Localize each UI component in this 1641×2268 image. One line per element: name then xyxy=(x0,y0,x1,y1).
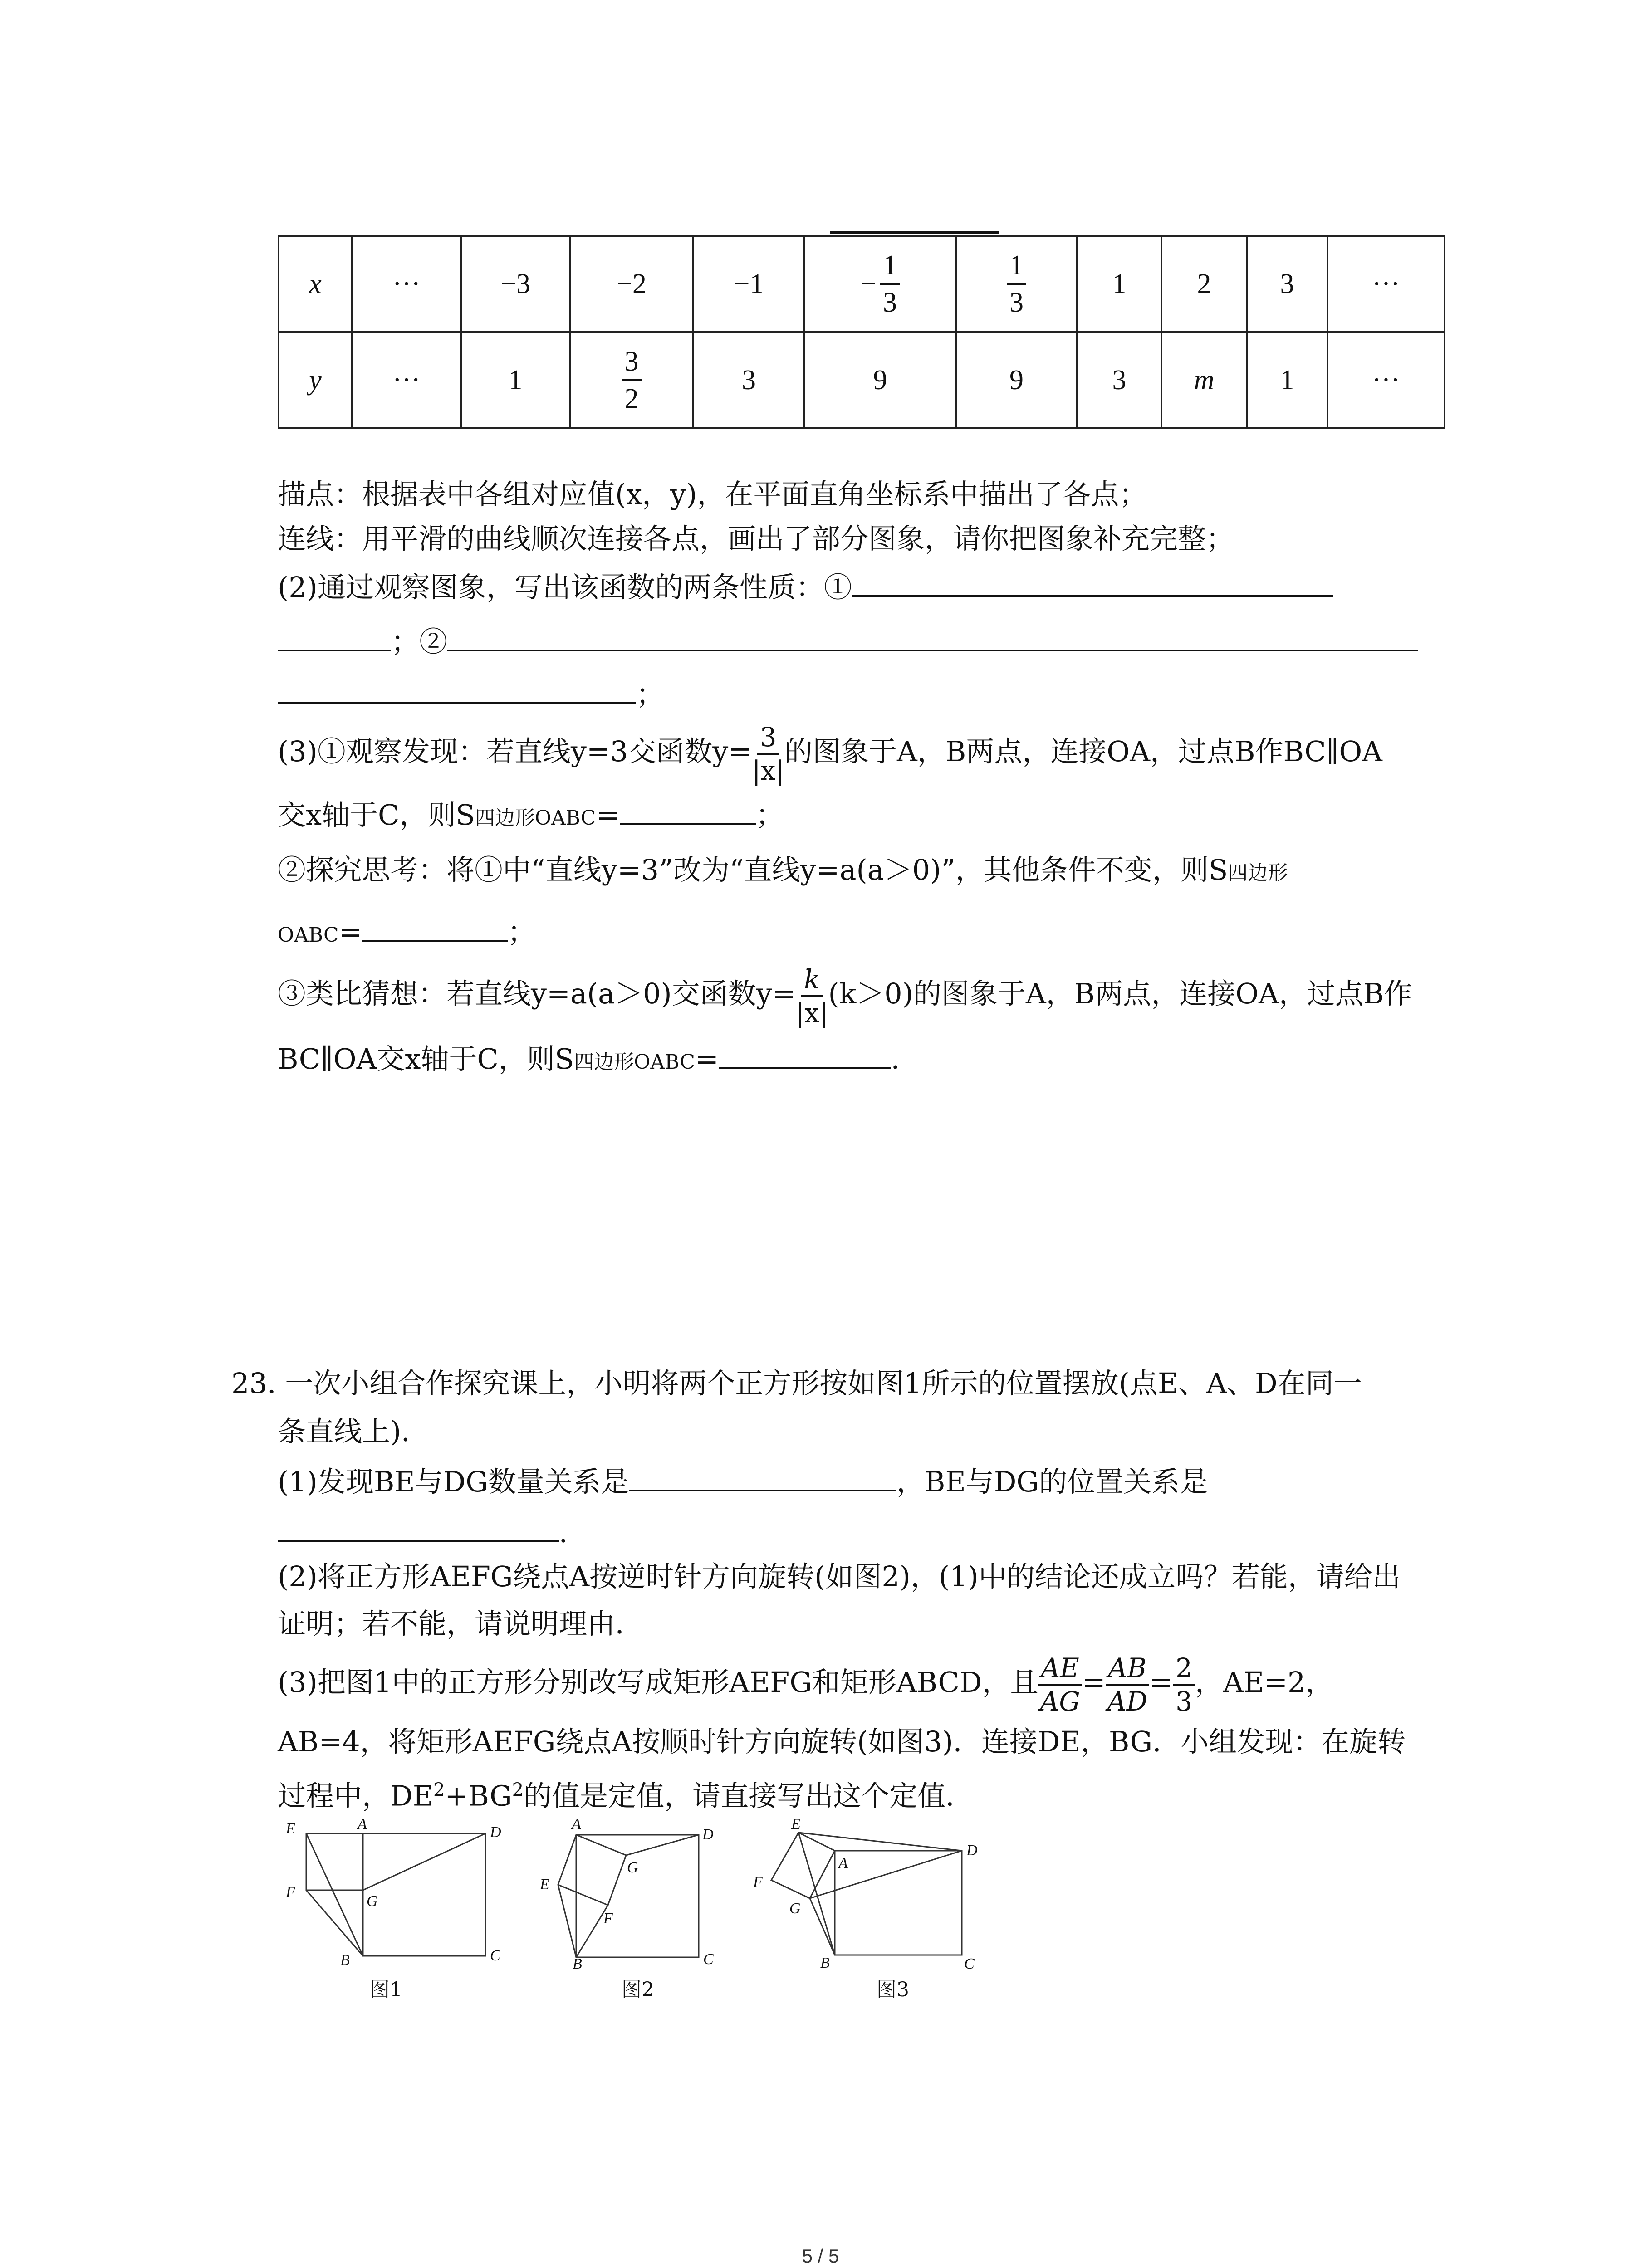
q22-part3-2-cont xyxy=(278,912,536,953)
point-label: A xyxy=(358,1819,367,1833)
q23-part1 xyxy=(278,1461,1208,1500)
point-label: G xyxy=(627,1859,638,1876)
q23-part1-cont xyxy=(278,1512,587,1551)
table-row-y xyxy=(279,332,1445,428)
x-cell: −2 xyxy=(570,236,693,332)
q23-part3-text: (3)把图1中的正方形分别改写成矩形AEFG和矩形ABCD，且 xyxy=(278,1666,1038,1699)
q22-plot-text: 描点：根据表中各组对应值(x，y)，在平面直角坐标系中描出了各点； xyxy=(278,478,1147,511)
point-label: B xyxy=(340,1952,350,1969)
point-label: E xyxy=(286,1820,295,1837)
x-cell: 2 xyxy=(1161,236,1247,332)
q23-text: 的值是定值，请直接写出这个定值． xyxy=(524,1779,974,1813)
x-label: x xyxy=(279,236,352,332)
q22-part3-2 xyxy=(278,852,1288,891)
point-label: D xyxy=(966,1842,978,1859)
answer-blank[interactable] xyxy=(278,621,391,651)
fraction-numerator: k xyxy=(801,966,823,997)
figure-2-caption: 图2 xyxy=(622,1978,654,2001)
q23-part3-cont: AB=4，将矩形AEFG绕点A按顺时针方向旋转(如图3)．连接DE，BG．小组发现：在旋转 xyxy=(278,1725,1406,1758)
q23-line-2: 条直线上)． xyxy=(278,1415,430,1448)
top-rule xyxy=(830,231,999,234)
y-ellipsis-left: ··· xyxy=(352,332,461,428)
subscript: 四边形OABC xyxy=(475,807,596,830)
point-label: A xyxy=(572,1816,581,1833)
y-cell-three-halves xyxy=(570,332,693,428)
q22-part3-1 xyxy=(278,724,1382,784)
answer-blank[interactable] xyxy=(719,1039,891,1069)
q22-p3-1-text-b: 的图象于A，B两点，连接OA，过点B作BC∥OA xyxy=(784,735,1382,768)
point-label: F xyxy=(753,1874,763,1891)
fraction-denominator: 3 xyxy=(882,287,897,318)
fraction-denominator: AD xyxy=(1107,1686,1148,1717)
y-ellipsis-right: ··· xyxy=(1327,332,1445,428)
fraction-denominator: |x| xyxy=(795,997,828,1028)
point-label: C xyxy=(490,1947,500,1964)
q23-text: 过程中，DE xyxy=(278,1779,433,1813)
fraction xyxy=(752,724,784,784)
figure-3 xyxy=(749,1814,1003,1969)
fraction xyxy=(796,966,828,1026)
fraction-denominator: 2 xyxy=(624,383,639,414)
semicolon: ； xyxy=(636,678,665,711)
q23-part3-end xyxy=(278,1772,974,1814)
answer-blank[interactable] xyxy=(852,567,1333,597)
q23-line-1: 23. 一次小组合作探究课上，小明将两个正方形按如图1所示的位置摆放(点E、A、D在同一 xyxy=(231,1367,1362,1400)
figure-1 xyxy=(277,1819,513,1969)
answer-blank[interactable] xyxy=(447,621,1418,651)
x-cell: 3 xyxy=(1247,236,1327,332)
semicolon: ； xyxy=(507,915,536,948)
fraction-numerator: 1 xyxy=(1007,251,1026,285)
point-label: G xyxy=(367,1893,378,1910)
figure-3-caption: 图3 xyxy=(877,1978,909,2001)
fraction-ae-ag xyxy=(1038,1652,1082,1717)
x-cell: −3 xyxy=(461,236,570,332)
answer-blank[interactable] xyxy=(629,1461,896,1491)
page-number: 5 / 5 xyxy=(802,2245,839,2267)
subscript: 四边形OABC xyxy=(574,1051,695,1074)
fraction-ab-ad xyxy=(1106,1652,1150,1717)
equals: = xyxy=(596,798,620,831)
fraction-denominator: 3 xyxy=(1009,287,1024,318)
value-table xyxy=(278,235,1445,429)
q23-text: +BG xyxy=(445,1779,512,1813)
fraction-denominator: |x| xyxy=(752,755,785,786)
equals: = xyxy=(1149,1666,1173,1699)
y-cell-m: m xyxy=(1161,332,1247,428)
x-ellipsis-right: ··· xyxy=(1327,236,1445,332)
answer-blank[interactable] xyxy=(620,795,756,825)
q22-p3-3-text-b: (k＞0)的图象于A，B两点，连接OA，过点B作 xyxy=(828,977,1412,1011)
q22-p3-1-text-c: 交x轴于C，则S xyxy=(278,798,475,831)
answer-blank[interactable] xyxy=(278,674,636,704)
x-cell: 1 xyxy=(1077,236,1161,332)
y-cell: 1 xyxy=(461,332,570,428)
superscript: 2 xyxy=(512,1779,524,1800)
subscript: OABC xyxy=(278,924,339,947)
point-label: F xyxy=(603,1910,613,1927)
q22-p3-1-text: (3)①观察发现：若直线y=3交函数y= xyxy=(278,735,752,768)
q22-part2-cont xyxy=(278,621,1418,660)
answer-blank[interactable] xyxy=(362,912,508,942)
table-row-x xyxy=(279,236,1445,332)
x-ellipsis-left: ··· xyxy=(352,236,461,332)
q22-part3-3-cont xyxy=(278,1039,919,1080)
fraction-numerator: 3 xyxy=(757,724,779,755)
figure-2-diagram xyxy=(540,1814,735,1969)
q22-connect-text: 连线：用平滑的曲线顺次连接各点，画出了部分图象，请你把图象补充完整； xyxy=(278,522,1234,555)
minus-sign: − xyxy=(861,268,877,299)
fraction-numerator: 3 xyxy=(622,347,642,381)
period: ． xyxy=(891,1042,919,1075)
point-label: F xyxy=(286,1884,295,1901)
superscript: 2 xyxy=(433,1779,445,1800)
fraction xyxy=(622,347,642,413)
fraction-two-thirds xyxy=(1173,1652,1195,1717)
q22-p3-3-text-c: BC∥OA交x轴于C，则S xyxy=(278,1042,574,1075)
equals: = xyxy=(1082,1666,1106,1699)
point-label: E xyxy=(540,1876,549,1893)
point-label: G xyxy=(789,1900,801,1917)
answer-blank[interactable] xyxy=(278,1512,559,1542)
point-label: B xyxy=(573,1955,582,1969)
q22-part3-1-cont xyxy=(278,795,784,836)
q23-part2-cont: 证明；若不能，请说明理由． xyxy=(278,1607,644,1640)
subscript: 四边形 xyxy=(1228,861,1288,885)
q23-part2: (2)将正方形AEFG绕点A按逆时针方向旋转(如图2)，(1)中的结论还成立吗？若能，请给出 xyxy=(278,1560,1401,1593)
point-label: C xyxy=(964,1955,975,1969)
fraction xyxy=(880,251,900,317)
point-label: C xyxy=(703,1951,714,1968)
x-cell-neg-third xyxy=(804,236,956,332)
figure-2 xyxy=(540,1814,735,1969)
fraction-denominator: 3 xyxy=(1176,1686,1193,1717)
q22-part2-end xyxy=(278,674,664,713)
fraction-numerator: 2 xyxy=(1173,1655,1195,1686)
q23-part3 xyxy=(278,1652,1334,1717)
point-label: E xyxy=(791,1816,801,1833)
figure-3-diagram xyxy=(749,1814,1003,1969)
figure-1-caption: 图1 xyxy=(370,1978,402,2001)
point-label: D xyxy=(702,1826,714,1843)
fraction-denominator: AG xyxy=(1040,1686,1080,1717)
y-cell: 9 xyxy=(804,332,956,428)
fraction-numerator: AB xyxy=(1106,1655,1150,1686)
point-label: A xyxy=(838,1855,848,1872)
fraction xyxy=(1007,251,1026,317)
q22-part2-text: (2)通过观察图象，写出该函数的两条性质：① xyxy=(278,571,852,604)
y-cell: 3 xyxy=(693,332,804,428)
y-cell: 3 xyxy=(1077,332,1161,428)
point-label: B xyxy=(820,1955,830,1969)
equals: = xyxy=(695,1042,719,1075)
q22-part2 xyxy=(278,567,1333,606)
q22-part2-sep: ；② xyxy=(391,625,448,658)
x-cell-third xyxy=(956,236,1077,332)
q23-part1-text: (1)发现BE与DG数量关系是 xyxy=(278,1465,629,1498)
equals: = xyxy=(338,915,362,948)
q22-p3-3-text: ③类比猜想：若直线y=a(a＞0)交函数y= xyxy=(278,977,796,1011)
fraction-numerator: AE xyxy=(1038,1655,1082,1686)
fraction-numerator: 1 xyxy=(880,251,900,285)
y-label: y xyxy=(279,332,352,428)
figure-1-diagram xyxy=(277,1819,513,1969)
q23-part3-text-b: ，AE=2， xyxy=(1195,1666,1334,1699)
q22-part3-3 xyxy=(278,966,1412,1026)
x-cell: −1 xyxy=(693,236,804,332)
point-label: D xyxy=(490,1824,501,1841)
period: ． xyxy=(559,1516,588,1549)
q23-part1-text-b: ，BE与DG的位置关系是 xyxy=(896,1465,1208,1498)
semicolon: ； xyxy=(755,798,784,831)
y-cell: 1 xyxy=(1247,332,1327,428)
q22-p3-2-text: ②探究思考：将①中“直线y=3”改为“直线y=a(a＞0)”，其他条件不变，则S xyxy=(278,853,1228,886)
y-cell: 9 xyxy=(956,332,1077,428)
